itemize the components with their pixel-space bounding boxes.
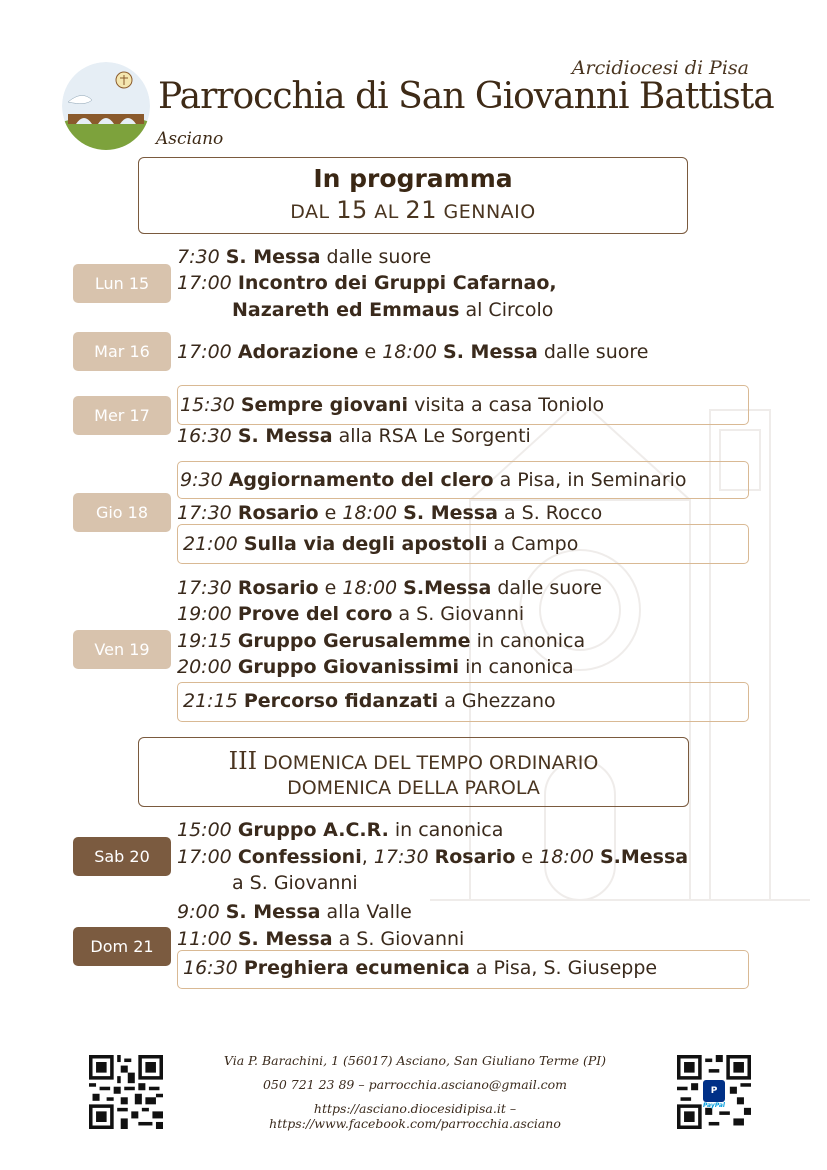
programme-header [138,157,688,234]
sunday-title-box [138,737,689,807]
sunday-roman: III [228,747,258,775]
start-day: 15 [336,196,368,224]
end-day: 21 [405,196,437,224]
event-line: 16:30 S. Messa alla RSA Le Sorgenti [177,425,531,447]
event-line: 9:30 Aggiornamento del clero a Pisa, in Seminario [180,469,687,491]
archdiocese-label: Arcidiocesi di Pisa [571,57,749,79]
event-line: 7:30 S. Messa dalle suore [177,246,432,268]
event-line: 19:15 Gruppo Gerusalemme in canonica [177,630,586,652]
event-line: 17:30 Rosario e 18:00 S.Messa dalle suore [177,577,602,599]
footer-contact: 050 721 23 89 – parrocchia.asciano@gmail.com [262,1077,568,1092]
month: GENNAIO [443,201,536,223]
al-word: AL [374,201,399,223]
paypal-icon: P [703,1080,725,1102]
event-line: 16:30 Preghiera ecumenica a Pisa, S. Giuseppe [183,957,658,979]
event-line: 21:00 Sulla via degli apostoli a Campo [183,533,579,555]
event-line: 11:00 S. Messa a S. Giovanni [177,928,465,950]
event-line: 21:15 Percorso fidanzati a Ghezzano [183,690,556,712]
paypal-label: PayPal [703,1102,725,1109]
sunday-line-2: DOMENICA DELLA PAROLA [287,777,540,799]
footer-address: Via P. Barachini, 1 (56017) Asciano, San Giuliano Terme (PI) [223,1053,607,1068]
day-label-ven: Ven 19 [73,630,171,669]
event-line: 15:30 Sempre giovani visita a casa Toniolo [180,394,605,416]
programme-title: In programma [313,164,513,193]
footer-links[interactable]: https://asciano.diocesidipisa.it – https://www.facebook.com/parrocchia.asciano [269,1101,561,1131]
event-line: 17:00 Confessioni, 17:30 Rosario e 18:00 S.Messa [177,846,689,868]
programme-dates [139,196,687,224]
qr-code-website[interactable] [89,1055,163,1129]
event-line: a S. Giovanni [232,872,358,894]
town-label: Asciano [156,129,224,149]
sunday-line-1 [139,747,688,775]
day-label-sab: Sab 20 [73,837,171,876]
parish-title [158,76,774,117]
event-line: 20:00 Gruppo Giovanissimi in canonica [177,656,574,678]
parish-logo [62,62,150,150]
event-line: 17:00 Incontro dei Gruppi Cafarnao, [177,272,557,294]
day-label-gio: Gio 18 [73,493,171,532]
event-line: 19:00 Prove del coro a S. Giovanni [177,603,525,625]
day-label-mar: Mar 16 [73,332,171,371]
event-line: 17:00 Adorazione e 18:00 S. Messa dalle suore [177,341,649,363]
event-line: Nazareth ed Emmaus al Circolo [232,299,554,321]
day-label-mer: Mer 17 [73,396,171,435]
event-line: 17:30 Rosario e 18:00 S. Messa a S. Rocco [177,502,603,524]
parish-title-text: Parrocchia di San Giovanni Battista [158,76,774,117]
dal-word: DAL [290,201,330,223]
event-line: 15:00 Gruppo A.C.R. in canonica [177,819,504,841]
sunday-line-1-text: DOMENICA DEL TEMPO ORDINARIO [263,752,599,774]
day-label-lun: Lun 15 [73,264,171,303]
event-line: 9:00 S. Messa alla Valle [177,901,412,923]
day-label-dom: Dom 21 [73,927,171,966]
